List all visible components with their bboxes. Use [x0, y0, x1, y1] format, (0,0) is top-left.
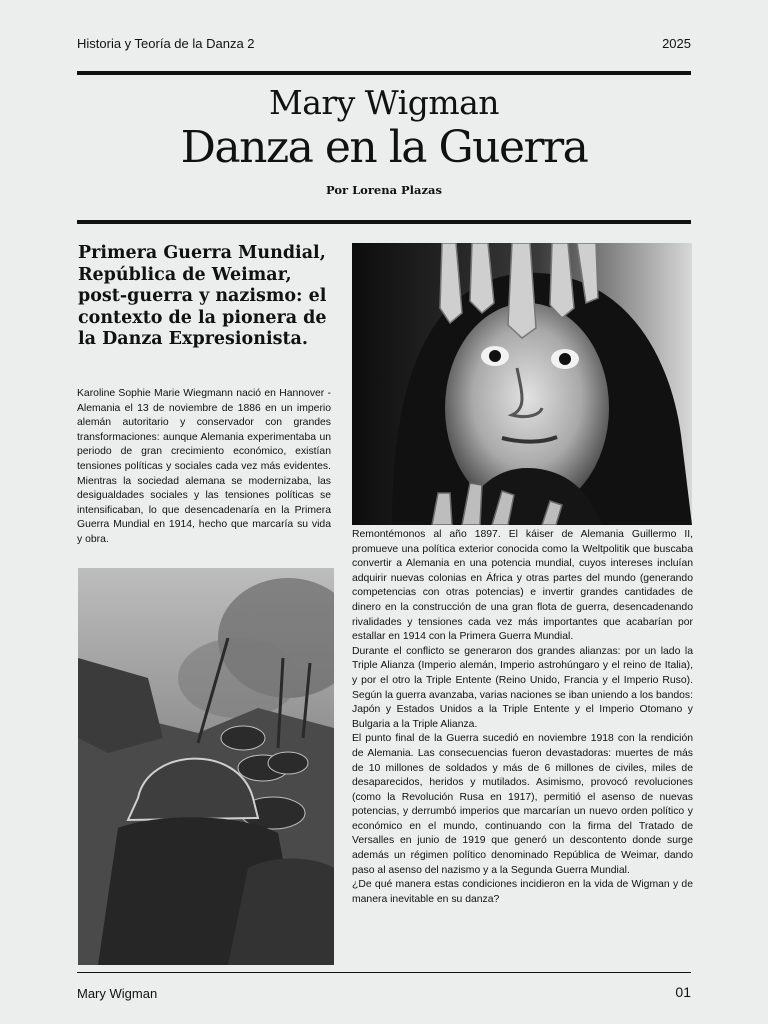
left-paragraph: Karoline Sophie Marie Wiegmann nació en Hannover - Alemania el 13 de noviembre de 1886 en un imperio alemán autoritario y conservador con grandes transformaciones: aunque Alemania experimentaba un periodo de gran crecimiento económico, existían tensiones políticas y sociales cada vez más evidentes. Mientras la sociedad alemana se modernizaba, las desigualdades sociales y las tensiones políticas se intensificaban, lo que desencadenaría en la Primera Guerra Mundial en 1914, hecho que marcaría su vida y obra.: [77, 388, 331, 545]
right-paragraph: Durante el conflicto se generaron dos grandes alianzas: por un lado la Triple Alianza (Imperio alemán, Imperio astrohúngaro y el reino de Italia), y por el otro la Triple Entente (Reino Unido, Francia y el Imperio Ruso). Según la guerra avanzaba, varias naciones se iban uniendo a los bandos: Japón y Estados Unidos a la Triple Entente y el Imperio Otomano y Bulgaria a la Triple Alianza.: [352, 645, 693, 730]
title-main: Danza en la Guerra: [180, 122, 588, 173]
page-number: 01: [675, 984, 691, 1000]
mary-wigman-portrait-photo: [352, 243, 692, 525]
right-paragraph: El punto final de la Guerra sucedió en noviembre 1918 con la rendición de Alemania. Las consecuencias fueron devastadoras: muertes de más de 10 millones de soldados y más de 6 millones de civiles, miles de desaparecidos, heridos y mutilados. Asimismo, provocó revoluciones (como la Revolución Rusa en 1917), permitió el asenso de nuevas potencias, y derrumbó imperios que marcarían un nuevo orden político y económico en el mundo, continuando con la firma del Tratado de Versalles en junio de 1919 que generó un descontento donde surge además un régimen político denominado República de Weimar, dando paso al asenso del nazismo y a la Segunda Guerra Mundial.: [352, 733, 693, 876]
world-war-soldiers-photo: [78, 568, 334, 965]
right-column-text: [352, 528, 693, 907]
footer-name: Mary Wigman: [77, 986, 158, 1001]
byline: Por Lorena Plazas: [326, 183, 442, 197]
footer-rule: [77, 972, 691, 973]
header-course: Historia y Teoría de la Danza 2: [77, 36, 255, 51]
header-year: 2025: [662, 36, 691, 51]
article-subhead: Primera Guerra Mundial, República de Weimar, post-guerra y nazismo: el contexto de la pionera de la Danza Expresionista.: [78, 243, 327, 349]
title-name: Mary Wigman: [268, 83, 500, 122]
right-paragraph: Remontémonos al año 1897. El káiser de Alemania Guillermo II, promueve una política exterior conocida como la Weltpolitik que buscaba convertir a Alemania en una potencia mundial, cuyos intereses incluían adquirir nuevas colonias en África y otras partes del mundo (generando competencias con otras potencias) e invertir grandes cantidades de dinero en la construcción de una gran flota de guerra, desencadenando rivalidades y tensiones cada vez más importantes que acabarían por estallar en 1914 con la Primera Guerra Mundial.: [352, 529, 693, 643]
top-rule: [77, 71, 691, 75]
title-bottom-rule: [77, 220, 691, 224]
right-paragraph: ¿De qué manera estas condiciones incidieron en la vida de Wigman y de manera inevitable en su danza?: [352, 879, 693, 905]
